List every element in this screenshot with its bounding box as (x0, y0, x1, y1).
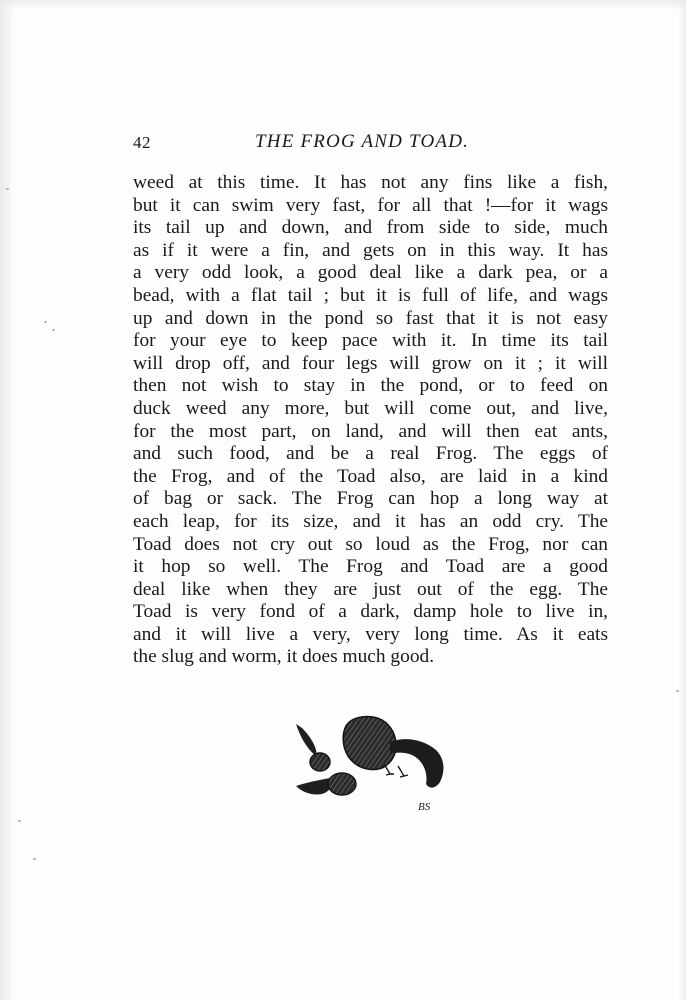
page-header (133, 131, 608, 157)
text-line: up and down in the pond so fast that it is not easy (133, 307, 608, 329)
tadpole-large-icon (343, 717, 443, 788)
text-line: then not wish to stay in the pond, or to feed on (133, 375, 608, 397)
text-line: bead, with a flat tail ; but it is full of life, and wags (133, 284, 608, 306)
text-line: Toad does not cry out so loud as the Frog, nor can (133, 533, 608, 555)
text-line: Toad is very fond of a dark, damp hole to live in, (133, 601, 608, 623)
text-line: and it will live a very, very long time. As it eats (133, 623, 608, 645)
text-line: duck weed any more, but will come out, and live, (133, 397, 608, 419)
text-line: each leap, for its size, and it has an odd cry. The (133, 510, 608, 532)
text-line: of bag or sack. The Frog can hop a long way at (133, 488, 608, 510)
page-edge-right (678, 0, 686, 1000)
scan-speck (18, 820, 21, 822)
text-line: as if it were a fin, and gets on in this way. It has (133, 239, 608, 261)
text-line: and such food, and be a real Frog. The eggs of (133, 443, 608, 465)
text-line: its tail up and down, and from side to side, much (133, 217, 608, 239)
page-edge-top (0, 0, 686, 10)
text-line: but it can swim very fast, for all that !—for it wags (133, 194, 608, 216)
scan-speck (44, 321, 47, 323)
text-line: the slug and worm, it does much good. (133, 646, 435, 668)
text-line: for the most part, on land, and will then eat ants, (133, 420, 608, 442)
page-number: 42 (133, 133, 151, 152)
scan-speck (676, 690, 679, 692)
tadpole-illustration (290, 712, 455, 817)
text-line: will drop off, and four legs will grow on it ; it will (133, 352, 608, 374)
text-line: for your eye to keep pace with it. In time its tail (133, 330, 608, 352)
tadpole-small-icon (296, 724, 330, 771)
scan-speck (6, 188, 9, 190)
tadpole-medium-icon (296, 773, 356, 795)
page-edge-left (0, 0, 14, 1000)
artist-monogram: BS (418, 801, 431, 813)
scan-speck (33, 858, 36, 860)
scan-speck (52, 329, 55, 331)
text-line: the Frog, and of the Toad also, are laid in a kind (133, 465, 608, 487)
running-title: THE FROG AND TOAD. (255, 131, 470, 152)
text-line: deal like when they are just out of the egg. The (133, 578, 608, 600)
body-text (133, 172, 608, 669)
text-line: it hop so well. The Frog and Toad are a good (133, 556, 608, 578)
text-line: weed at this time. It has not any fins like a fish, (133, 172, 608, 193)
text-line: a very odd look, a good deal like a dark pea, or a (133, 262, 608, 284)
